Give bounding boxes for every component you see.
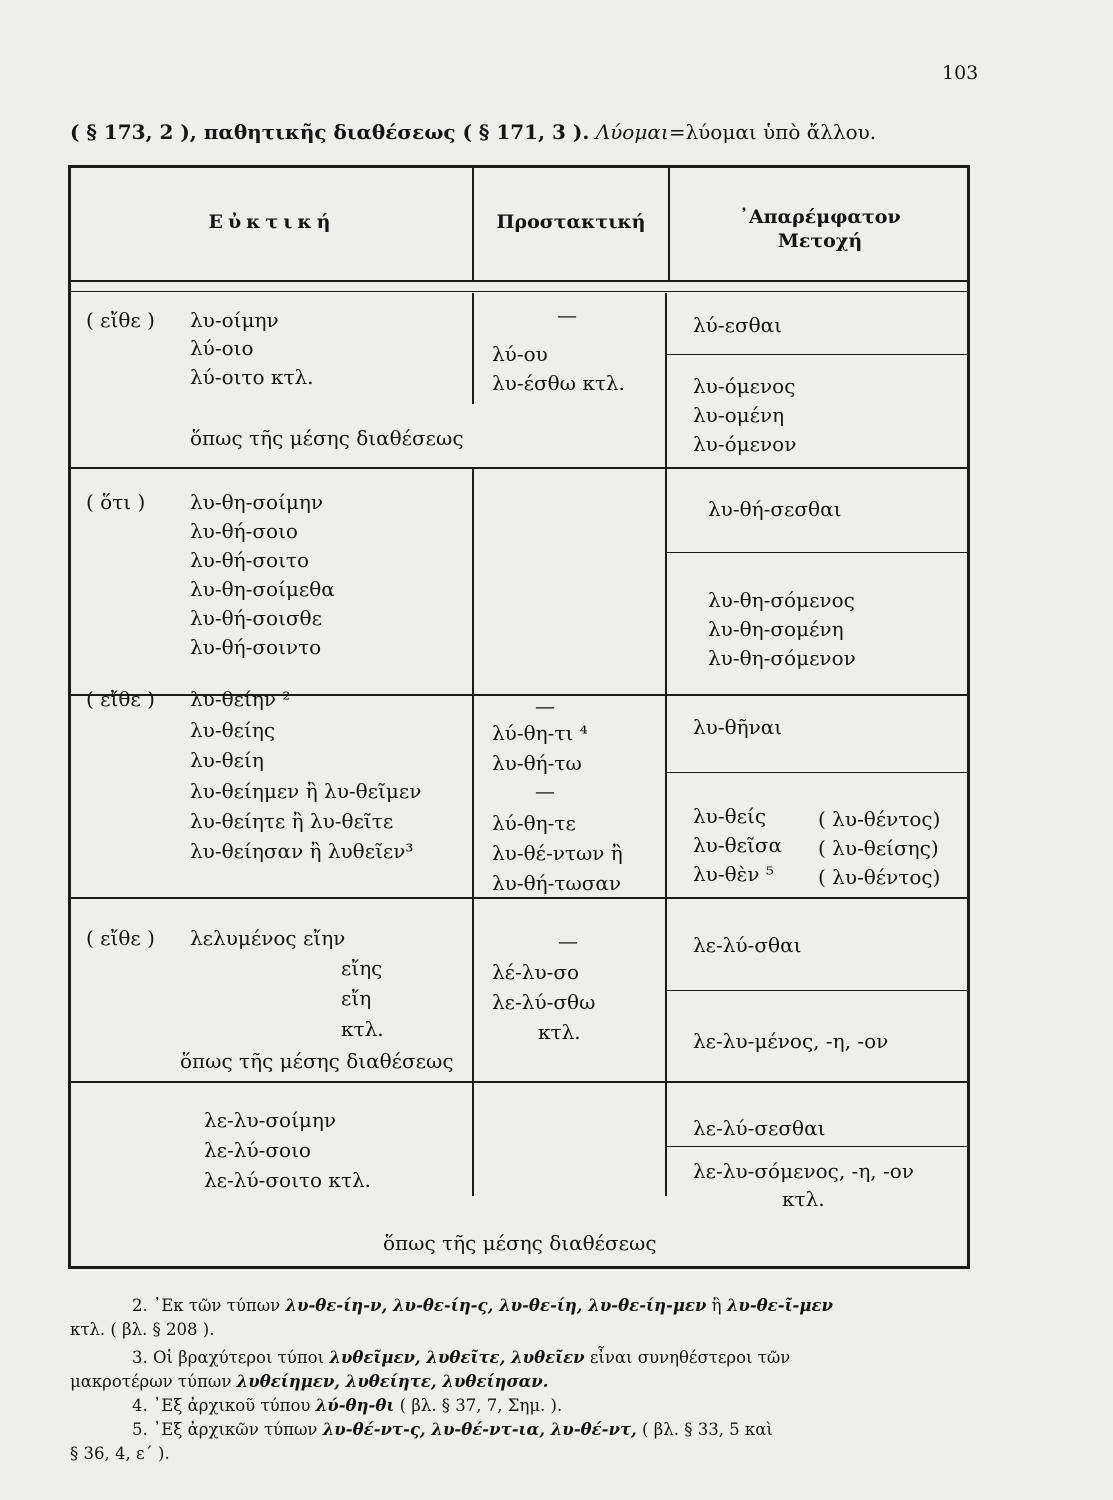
participle-genitive: ( λυ-θέντος) [818,865,941,889]
column-divider [665,468,667,1196]
cell-rule [665,354,967,355]
cell-rule [665,1146,967,1147]
optative-form: εἴης [341,956,383,980]
optative-particle: ( εἴθε ) [86,926,155,950]
section-rule [71,897,967,899]
footnote-text: ( βλ. § 33, 5 καὶ [642,1420,773,1439]
optative-form: λε-λυ-σοίμην [204,1108,337,1132]
imperative-form: λέ-λυ-σο [492,960,580,984]
imperative-form: λυ-θή-τω [492,751,582,775]
participle-form: κτλ. [782,1187,825,1211]
optative-form: λυ-θή-σοιο [190,519,298,543]
footnote-text: 5. ᾿Εξ ἀρχικῶν τύπων [132,1420,318,1439]
optative-form: λυ-θή-σοιτο [190,548,310,572]
footnote-5 [70,1419,773,1441]
imperative-dash: — [558,929,578,953]
footnote-forms: λυ-θέ-ντ-ς, λυ-θέ-ντ-ια, λυ-θέ-ντ, [322,1420,637,1439]
participle-genitive: ( λυ-θείσης) [818,836,939,860]
imperative-form: λύ-θη-τε [492,811,576,835]
optative-form: λυ-θείητε ἢ λυ-θεῖτε [190,809,394,833]
imperative-dash: — [535,779,555,803]
optative-particle: ( εἴθε ) [86,687,155,711]
footnote-text: ἢ [711,1296,722,1315]
optative-form: λε-λύ-σοιτο κτλ. [204,1168,371,1192]
section-note: ὅπως τῆς μέσης διαθέσεως [383,1231,657,1255]
footnote-5-continued: § 36, 4, ε΄ ). [70,1444,170,1463]
optative-form: λυ-θείησαν ἢ λυθεῖεν³ [190,839,414,863]
header-rule [71,280,967,282]
footnote-forms: λυθεῖμεν, λυθεῖτε, λυθεῖεν [329,1348,585,1367]
optative-form: λυ-οίμην [190,308,279,332]
optative-form: λελυμένος εἴην [190,926,346,950]
footnote-forms: λυθείημεν, λυθείητε, λυθείησαν. [236,1372,549,1391]
footnote-text: 2. ᾿Εκ τῶν τύπων [132,1296,281,1315]
optative-form: λυ-θή-σοιντο [190,635,322,659]
imperative-dash: — [535,694,555,718]
column-divider [472,293,474,404]
infinitive-form: λύ-εσθαι [693,313,782,337]
header-text: ( § 173, 2 ), παθητικῆς διαθέσεως ( § 171, 3 ). [70,120,590,144]
footnote-2-continued: κτλ. ( βλ. § 208 ). [70,1320,215,1339]
footnote-text: εἶναι συνηθέστεροι τῶν [589,1348,791,1367]
optative-form: λυ-θείη [190,748,264,772]
participle-form: λυ-θείς [693,804,767,828]
participle-form: λυ-όμενος [693,374,796,398]
optative-form: λύ-οιτο κτλ. [190,365,314,389]
infinitive-form: λε-λύ-σεσθαι [693,1116,826,1140]
imperative-dash: — [557,303,577,327]
participle-genitive: ( λυ-θέντος) [818,807,941,831]
optative-form: κτλ. [341,1017,384,1041]
optative-form: λυ-θη-σοίμην [190,490,324,514]
page-number: 103 [942,62,979,84]
optative-particle: ( ὅτι ) [86,490,146,514]
participle-form: λυ-θη-σόμενον [708,646,856,670]
cell-rule [665,552,967,553]
participle-form: λυ-θη-σομένη [708,617,844,641]
participle-form: λε-λυ-σόμενος, -η, -ον [693,1159,914,1183]
optative-form: λυ-θείημεν ἢ λυ-θεῖμεν [190,779,422,803]
imperative-form: λύ-θη-τι ⁴ [492,721,588,745]
imperative-form: λυ-θή-τωσαν [492,871,622,895]
optative-form: λύ-οιο [190,336,254,360]
infinitive-form: λυ-θή-σεσθαι [708,497,842,521]
optative-form: λυ-θη-σοίμεθα [190,577,335,601]
column-header-imperative: Προστακτική [496,211,646,233]
footnote-forms: λυ-θε-ίη-ν, λυ-θε-ίη-ς, λυ-θε-ίη, λυ-θε-ίη-μεν [285,1296,707,1315]
imperative-form: λυ-έσθω κτλ. [492,371,625,395]
column-divider [472,468,474,1196]
footnote-2 [70,1295,833,1317]
column-header-infinitive: ᾿Απαρέμφατον [739,206,901,228]
infinitive-form: λε-λύ-σθαι [693,933,802,957]
imperative-form: λυ-θέ-ντων ἢ [492,841,623,865]
optative-form: λε-λύ-σοιο [204,1138,311,1162]
imperative-form: λε-λύ-σθω [492,990,596,1014]
footnote-text: μακροτέρων τύπων [70,1372,232,1391]
participle-form: λυ-θεῖσα [693,833,782,857]
optative-form: λυ-θείην ² [190,687,291,711]
optative-form: λυ-θή-σοισθε [190,606,322,630]
participle-form: λυ-θη-σόμενος [708,588,855,612]
section-rule [71,1081,967,1083]
participle-form: λυ-όμενον [693,432,797,456]
column-divider [665,293,667,468]
infinitive-form: λυ-θῆναι [693,715,783,739]
header-rule [71,291,967,292]
section-note: ὅπως τῆς μέσης διαθέσεως [180,1049,454,1073]
optative-form: λυ-θείης [190,718,276,742]
footnote-forms: λυ-θε-ῖ-μεν [726,1296,833,1315]
optative-form: εἴη [341,986,372,1010]
footnote-3-continued [70,1371,549,1393]
imperative-form: λύ-ου [492,342,548,366]
footnote-text: 3. Οἱ βραχύτεροι τύποι [132,1348,325,1367]
footnote-4 [70,1395,562,1417]
page-header [70,120,876,144]
column-header-participle: Μετοχή [777,230,863,252]
section-note: ὅπως τῆς μέσης διαθέσεως [190,426,464,450]
imperative-form: κτλ. [538,1020,581,1044]
cell-rule [665,772,967,773]
section-rule [71,467,967,469]
optative-particle: ( εἴθε ) [86,308,155,332]
participle-form: λυ-θὲν ⁵ [693,862,774,886]
footnote-text: 4. ᾿Εξ ἀρχικοῦ τύπου [132,1396,311,1415]
participle-form: λυ-ομένη [693,403,785,427]
footnote-text: ( βλ. § 37, 7, Σημ. ). [399,1396,563,1415]
participle-form: λε-λυ-μένος, -η, -ον [693,1029,889,1053]
header-gloss: =λύομαι ὑπὸ ἄλλου. [668,120,877,144]
header-italic-word: Λύομαι [595,120,669,144]
cell-rule [665,990,967,991]
column-header-optative: Εὐκτική [208,211,336,233]
footnote-forms: λύ-θη-θι [315,1396,395,1415]
footnote-3 [70,1347,790,1369]
